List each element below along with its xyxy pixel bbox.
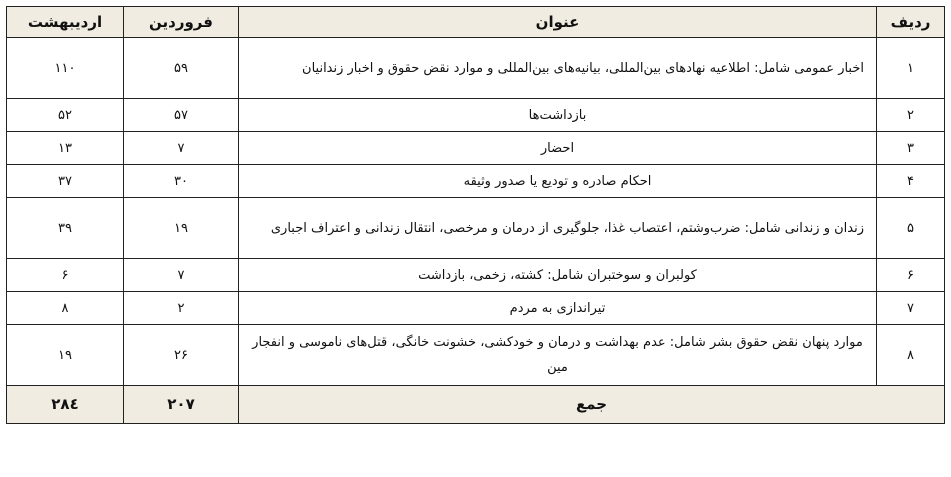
row-ordibehesht: ۶ [7,259,124,292]
row-ordibehesht: ۱۹ [7,325,124,386]
row-farvardin: ۷ [124,132,239,165]
row-number: ۱ [877,38,945,99]
row-title: بازداشت‌ها [239,99,877,132]
row-ordibehesht: ۵۲ [7,99,124,132]
row-farvardin: ۳۰ [124,165,239,198]
report-table [6,6,945,424]
row-number: ۴ [877,165,945,198]
report-table-container [6,6,944,424]
row-title: اخبار عمومی شامل: اطلاعیه نهادهای بین‌المللی، بیانیه‌های بین‌المللی و موارد نقض حقوق و اخبار زندانیان [239,38,877,99]
row-ordibehesht: ۱۳ [7,132,124,165]
row-ordibehesht: ۱۱۰ [7,38,124,99]
table-row [7,132,945,165]
table-row [7,99,945,132]
row-farvardin: ۲ [124,292,239,325]
row-ordibehesht: ۳۹ [7,198,124,259]
row-ordibehesht: ۳۷ [7,165,124,198]
row-number: ۸ [877,325,945,386]
header-row-number: ردیف [877,7,945,38]
header-title: عنوان [239,7,877,38]
table-row [7,198,945,259]
row-number: ۵ [877,198,945,259]
row-title: کولبران و سوختبران شامل: کشته، زخمی، بازداشت [239,259,877,292]
row-title: تیراندازی به مردم [239,292,877,325]
row-number: ۲ [877,99,945,132]
table-row [7,38,945,99]
row-title: احکام صادره و تودیع یا صدور وثیقه [239,165,877,198]
table-row [7,325,945,386]
total-label: جمع [239,386,945,424]
row-ordibehesht: ۸ [7,292,124,325]
row-title: موارد پنهان نقض حقوق بشر شامل: عدم بهداشت و درمان و خودکشی، خشونت خانگی، قتل‌های ناموسی و انفجار مین [239,325,877,386]
total-farvardin: ۲۰۷ [124,386,239,424]
row-number: ۷ [877,292,945,325]
table-row [7,292,945,325]
row-farvardin: ۵۹ [124,38,239,99]
table-row [7,259,945,292]
row-number: ۳ [877,132,945,165]
row-number: ۶ [877,259,945,292]
row-farvardin: ۵۷ [124,99,239,132]
row-farvardin: ۲۶ [124,325,239,386]
row-farvardin: ۱۹ [124,198,239,259]
total-ordibehesht: ۲۸٤ [7,386,124,424]
row-title: احضار [239,132,877,165]
header-farvardin: فروردین [124,7,239,38]
total-row [7,386,945,424]
table-row [7,165,945,198]
row-farvardin: ۷ [124,259,239,292]
header-row [7,7,945,38]
header-ordibehesht: اردیبهشت [7,7,124,38]
row-title: زندان و زندانی شامل: ضرب‌وشتم، اعتصاب غذا، جلوگیری از درمان و مرخصی، انتقال زندانی و اعتراف اجباری [239,198,877,259]
